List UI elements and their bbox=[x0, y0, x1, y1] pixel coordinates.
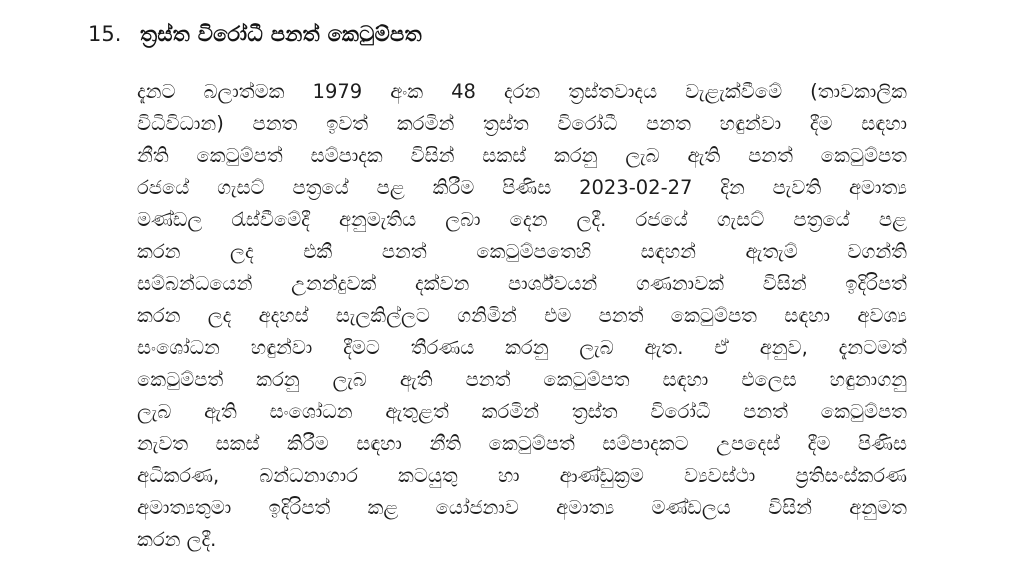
paragraph-line: විධිවිධාන) පනත ඉවත් කරමින් ත්‍රස්ත විරෝධී පනත හඳුන්වා දීම සඳහා bbox=[137, 112, 907, 135]
paragraph-line: කෙටුම්පත් කරනු ලැබ ඇති පනත් කෙටුම්පත සඳහා එලෙස හඳුනාගනු bbox=[137, 368, 907, 391]
paragraph-line: අධිකරණ, බන්ධනාගාර කටයුතු හා ආණ්ඩුක්‍රම ව්‍යවස්ථා ප්‍රතිසංස්කරණ bbox=[137, 464, 907, 487]
paragraph-line: නැවත සකස් කිරීම සඳහා නීති කෙටුම්පත් සම්පාදකට උපදෙස් දීම පිණිස bbox=[137, 432, 907, 455]
section-title: ත්‍රස්ත විරෝධී පනත් කෙටුම්පත bbox=[140, 22, 422, 46]
paragraph-line: කරන ලද එකී පනත් කෙටුම්පතෙහි සඳහන් ඇතැම් වගන්ති bbox=[137, 240, 907, 263]
section-heading bbox=[88, 20, 422, 48]
section-number: 15. bbox=[88, 22, 122, 46]
paragraph-line: සම්බන්ධයෙන් උනන්දුවක් දක්වන පාර්ශ්වයන් ගණනාවක් විසින් ඉදිරිපත් bbox=[137, 272, 907, 295]
paragraph-line: නීති කෙටුම්පත් සම්පාදක විසින් සකස් කරනු ලැබ ඇති පනත් කෙටුම්පත bbox=[137, 144, 907, 167]
body-paragraph bbox=[137, 76, 907, 556]
paragraph-line: රජයේ ගැසට් පත්‍රයේ පළ කිරීම පිණිස 2023-02-27 දින පැවති අමාත්‍ය bbox=[137, 176, 907, 199]
paragraph-line: කරන ලදී. bbox=[137, 528, 217, 551]
paragraph-line: අමාත්‍යතුමා ඉදිරිපත් කළ යෝජනාව අමාත්‍ය මණ්ඩලය විසින් අනුමත bbox=[137, 496, 907, 519]
paragraph-line: දැනට බලාත්මක 1979 අංක 48 දරන ත්‍රස්තවාදය වැළැක්වීමේ (තාවකාලික bbox=[137, 80, 907, 103]
paragraph-line: මණ්ඩල රැස්වීමේදී අනුමැතිය ලබා දෙන ලදී. රජයේ ගැසට් පත්‍රයේ පළ bbox=[137, 208, 907, 231]
paragraph-line: කරන ලද අදහස් සැලකිල්ලට ගනිමින් එම පනත් කෙටුම්පත සඳහා අවශ්‍ය bbox=[137, 304, 907, 327]
paragraph-line: ලැබ ඇති සංශෝධන ඇතුළත් කරමින් ත්‍රස්ත විරෝධී පනත් කෙටුම්පත bbox=[137, 400, 907, 423]
paragraph-line: සංශෝධන හඳුන්වා දීමට තීරණය කරනු ලැබ ඇත. ඒ අනුව, දැනටමත් bbox=[137, 336, 907, 359]
